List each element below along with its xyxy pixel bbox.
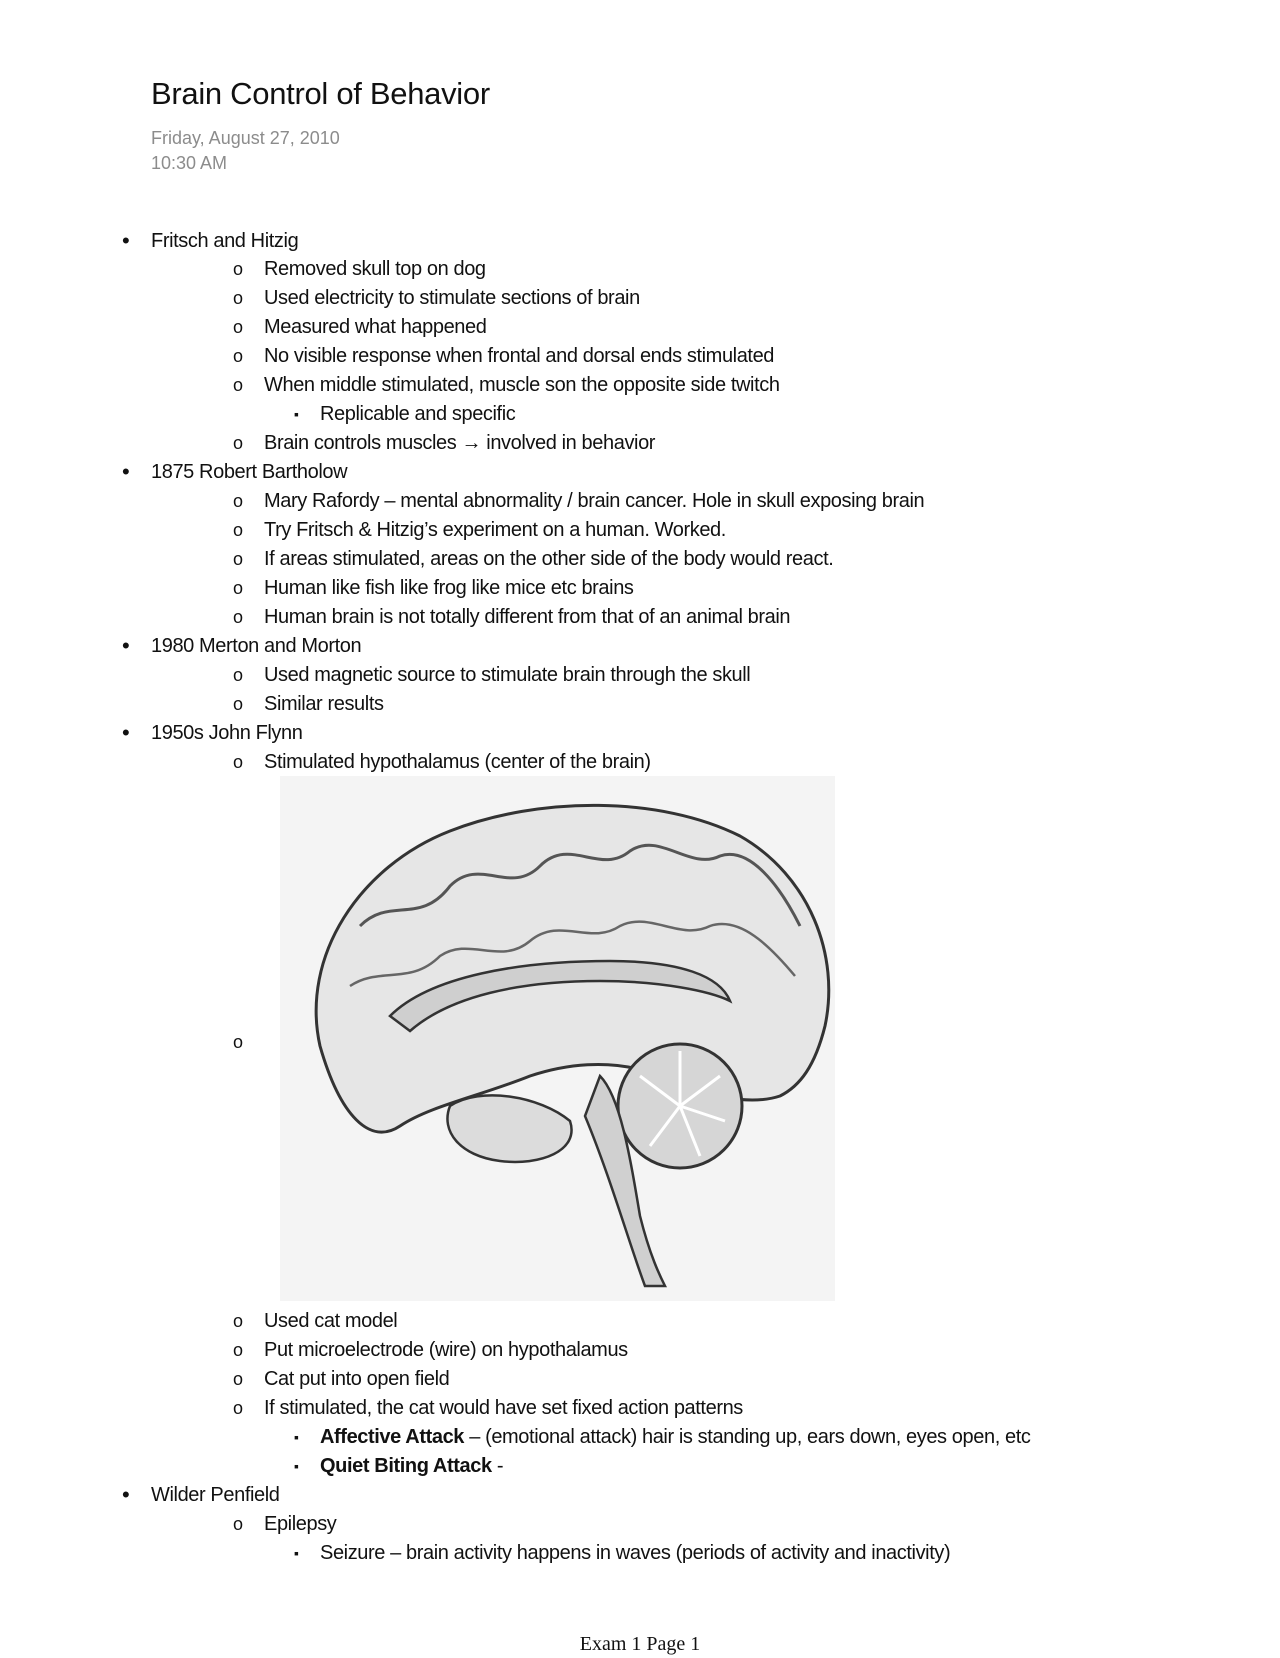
- circle-bullet-icon: o: [233, 346, 244, 366]
- list-item: Used magnetic source to stimulate brain through the skull: [264, 664, 751, 686]
- list-item: Used cat model: [264, 1310, 398, 1332]
- list-item: Mary Rafordy – mental abnormality / brain cancer. Hole in skull exposing brain: [264, 490, 925, 512]
- circle-bullet-icon: o: [233, 433, 244, 453]
- circle-bullet-icon: o: [233, 665, 244, 685]
- square-bullet-icon: ▪: [294, 1429, 299, 1445]
- section-heading: 1950s John Flynn: [151, 722, 303, 744]
- list-item: Cat put into open field: [264, 1368, 450, 1390]
- page-time: 10:30 AM: [151, 153, 228, 173]
- list-item: If areas stimulated, areas on the other side of the body would react.: [264, 548, 834, 570]
- list-item: Replicable and specific: [320, 403, 516, 425]
- circle-bullet-icon: o: [233, 375, 244, 395]
- circle-bullet-icon: o: [233, 1340, 244, 1360]
- term-definition: – (emotional attack) hair is standing up, ears down, eyes open, etc: [464, 1426, 1031, 1448]
- square-bullet-icon: ▪: [294, 406, 299, 422]
- term-affective-attack: Affective Attack: [320, 1426, 465, 1448]
- bullet-icon: •: [122, 1482, 130, 1507]
- list-item: Try Fritsch & Hitzig’s experiment on a human. Worked.: [264, 519, 726, 541]
- list-item: If stimulated, the cat would have set fixed action patterns: [264, 1397, 743, 1419]
- square-bullet-icon: ▪: [294, 1545, 299, 1561]
- list-item: Human brain is not totally different from that of an animal brain: [264, 606, 791, 628]
- bullet-icon: •: [122, 633, 130, 658]
- circle-bullet-icon: o: [233, 549, 244, 569]
- list-item: [320, 1425, 1031, 1449]
- circle-bullet-icon: o: [233, 1032, 244, 1052]
- circle-bullet-icon: o: [233, 491, 244, 511]
- circle-bullet-icon: o: [233, 694, 244, 714]
- list-item: No visible response when frontal and dorsal ends stimulated: [264, 345, 775, 367]
- circle-bullet-icon: o: [233, 752, 244, 772]
- list-item: Put microelectrode (wire) on hypothalamus: [264, 1339, 628, 1361]
- list-item: [320, 1454, 503, 1478]
- page-title: Brain Control of Behavior: [151, 76, 490, 111]
- circle-bullet-icon: o: [233, 1311, 244, 1331]
- section-heading: Fritsch and Hitzig: [151, 230, 299, 252]
- circle-bullet-icon: o: [233, 607, 244, 627]
- list-item: Human like fish like frog like mice etc brains: [264, 577, 634, 599]
- circle-bullet-icon: o: [233, 578, 244, 598]
- circle-bullet-icon: o: [233, 317, 244, 337]
- bullet-icon: •: [122, 459, 130, 484]
- bullet-icon: •: [122, 720, 130, 745]
- square-bullet-icon: ▪: [294, 1458, 299, 1474]
- term-quiet-biting-attack: Quiet Biting Attack: [320, 1455, 492, 1477]
- list-item: Used electricity to stimulate sections of brain: [264, 287, 640, 309]
- circle-bullet-icon: o: [233, 288, 244, 308]
- section-heading: 1875 Robert Bartholow: [151, 461, 348, 483]
- circle-bullet-icon: o: [233, 259, 244, 279]
- brain-diagram-image: [280, 776, 835, 1301]
- list-item: Stimulated hypothalamus (center of the brain): [264, 751, 651, 773]
- list-item: When middle stimulated, muscle son the opposite side twitch: [264, 374, 780, 396]
- list-item: Measured what happened: [264, 316, 487, 338]
- list-item: Brain controls muscles → involved in behavior: [264, 432, 656, 454]
- bullet-icon: •: [122, 228, 130, 253]
- list-item: Epilepsy: [264, 1513, 337, 1535]
- circle-bullet-icon: o: [233, 520, 244, 540]
- section-heading: 1980 Merton and Morton: [151, 635, 362, 657]
- brain-sagittal-illustration: [280, 776, 835, 1301]
- circle-bullet-icon: o: [233, 1398, 244, 1418]
- section-heading: Wilder Penfield: [151, 1484, 280, 1506]
- circle-bullet-icon: o: [233, 1369, 244, 1389]
- list-item: Seizure – brain activity happens in waves (periods of activity and inactivity): [320, 1542, 951, 1564]
- list-item: Removed skull top on dog: [264, 258, 486, 280]
- list-item: Similar results: [264, 693, 384, 715]
- circle-bullet-icon: o: [233, 1514, 244, 1534]
- term-definition: -: [491, 1455, 504, 1477]
- page-date: Friday, August 27, 2010: [151, 128, 340, 148]
- page-footer: Exam 1 Page 1: [579, 1633, 701, 1655]
